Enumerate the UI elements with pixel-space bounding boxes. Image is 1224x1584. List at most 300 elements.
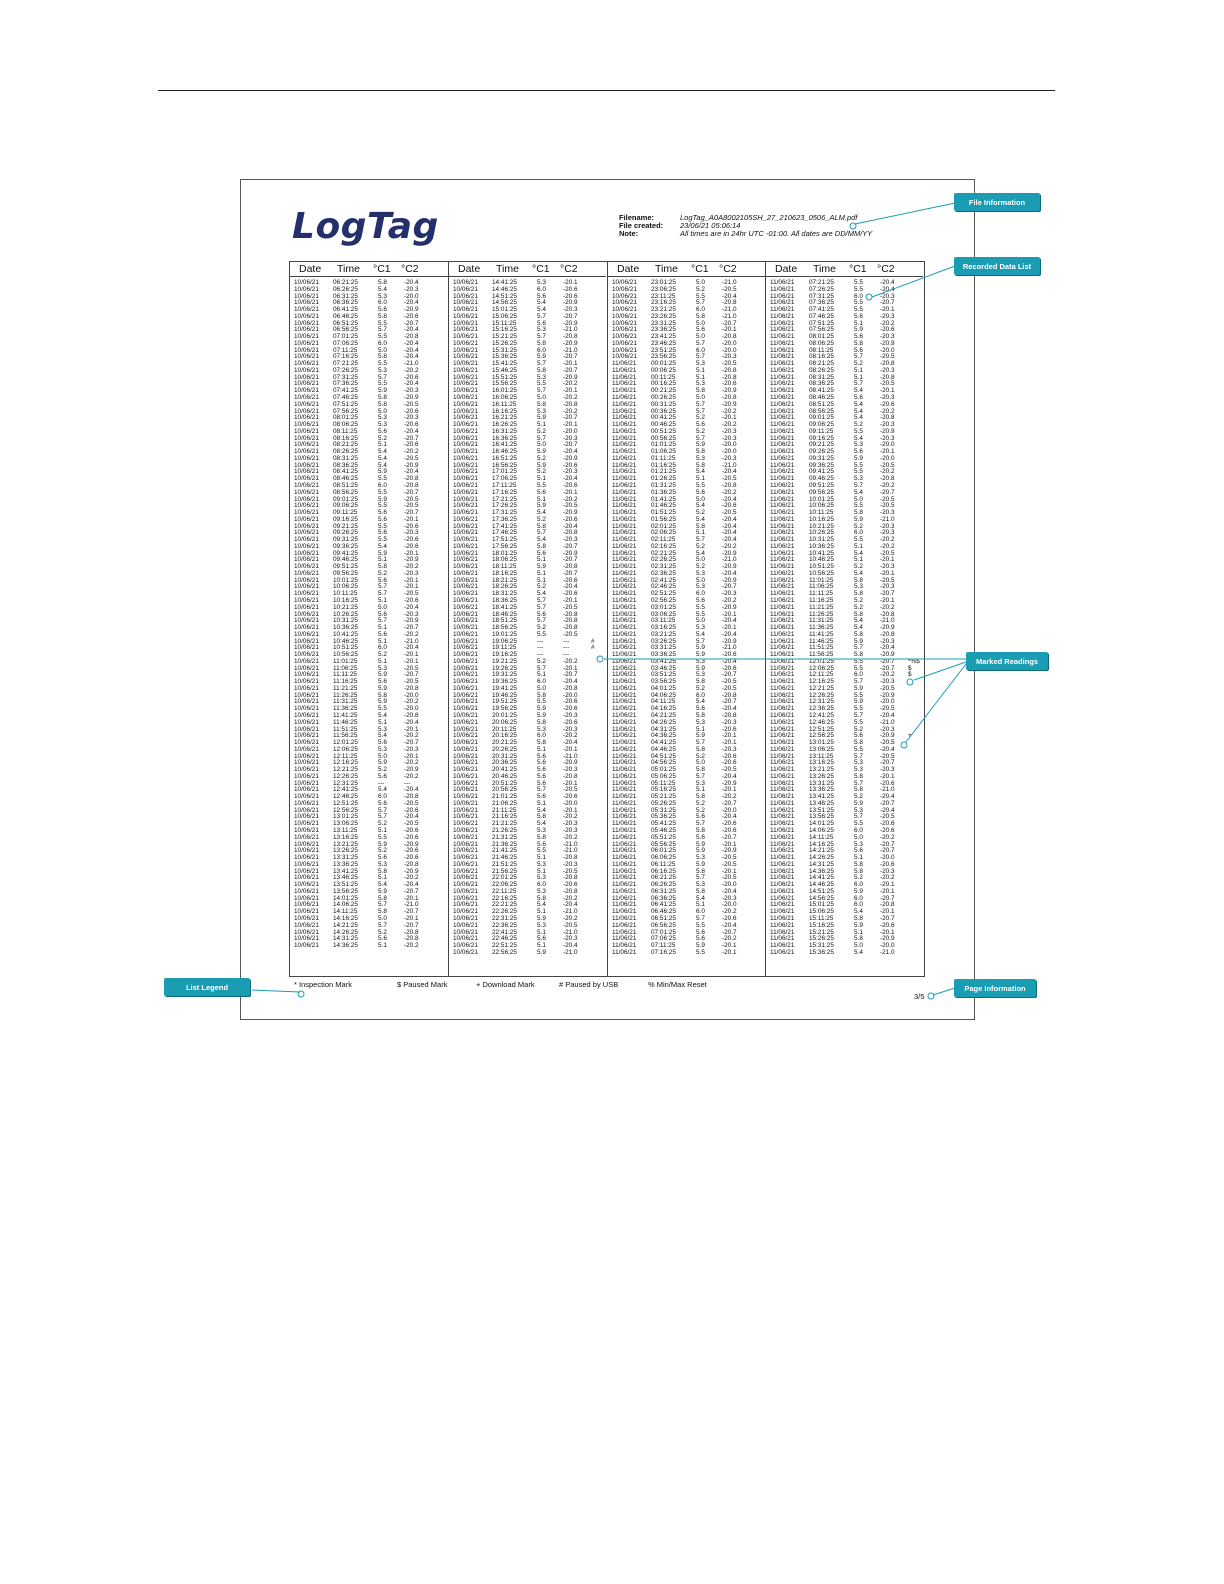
- cell-time: 00:41:25: [651, 414, 676, 422]
- cell-temp-c2: -20.0: [880, 854, 895, 862]
- cell-temp-c1: 5.5: [854, 536, 863, 544]
- cell-date: 11/06/21: [612, 407, 637, 415]
- cell-date: 10/06/21: [294, 887, 319, 895]
- cell-temp-c2: -21.0: [722, 644, 737, 652]
- cell-temp-c2: -21.0: [722, 556, 737, 564]
- cell-temp-c2: -20.2: [880, 603, 895, 611]
- cell-temp-c1: 5.9: [696, 651, 705, 659]
- cell-temp-c2: -20.6: [722, 725, 737, 733]
- cell-temp-c1: 5.7: [378, 583, 387, 591]
- cell-temp-c2: -20.6: [404, 536, 419, 544]
- header-c2: °C2: [401, 263, 419, 275]
- cell-temp-c1: 5.9: [854, 799, 863, 807]
- cell-date: 11/06/21: [612, 509, 637, 517]
- cell-temp-c2: -20.6: [563, 698, 578, 706]
- cell-temp-c2: -20.9: [404, 394, 419, 402]
- cell-temp-c1: 5.9: [537, 712, 546, 719]
- cell-temp-c1: 5.4: [537, 306, 546, 314]
- cell-temp-c2: -20.4: [722, 772, 737, 780]
- cell-time: 19:41:25: [492, 684, 517, 692]
- cell-date: 11/06/21: [770, 536, 795, 544]
- cell-temp-c2: -20.7: [722, 928, 737, 936]
- cell-time: 08:06:25: [809, 339, 834, 347]
- cell-time: 11:51:25: [333, 725, 358, 733]
- cell-temp-c2: -20.7: [404, 887, 419, 895]
- cell-temp-c2: -20.4: [722, 630, 737, 638]
- cell-time: 09:56:25: [333, 569, 358, 577]
- cell-date: 10/06/21: [294, 820, 319, 828]
- cell-time: 11:31:25: [809, 617, 834, 625]
- cell-time: 23:01:25: [651, 279, 676, 286]
- cell-temp-c1: 5.6: [537, 840, 546, 848]
- cell-time: 21:16:25: [492, 813, 517, 821]
- cell-temp-c2: -20.6: [563, 590, 578, 598]
- cell-temp-c2: -20.5: [880, 502, 895, 510]
- cell-temp-c2: -20.9: [722, 549, 737, 557]
- cell-temp-c1: 6.0: [696, 346, 705, 354]
- cell-time: 07:51:25: [333, 400, 358, 408]
- cell-time: 06:51:25: [651, 914, 676, 922]
- note-label: Note:: [619, 229, 639, 239]
- cell-time: 07:26:25: [333, 366, 358, 374]
- cell-temp-c1: 5.4: [854, 617, 863, 625]
- cell-date: 11/06/21: [612, 380, 637, 388]
- cell-temp-c1: 5.6: [696, 813, 705, 821]
- cell-time: 09:16:25: [809, 434, 834, 442]
- cell-date: 10/06/21: [453, 481, 478, 489]
- cell-temp-c1: 5.3: [537, 860, 546, 868]
- cell-date: 10/06/21: [294, 509, 319, 517]
- cell-time: 02:46:25: [651, 583, 676, 591]
- cell-date: 10/06/21: [612, 353, 637, 361]
- cell-temp-c1: 5.2: [537, 624, 546, 632]
- cell-date: 10/06/21: [453, 942, 478, 950]
- cell-temp-c1: 5.6: [537, 752, 546, 760]
- cell-time: 14:21:25: [333, 921, 358, 929]
- cell-temp-c1: 6.0: [854, 827, 863, 835]
- cell-date: 10/06/21: [294, 339, 319, 347]
- cell-date: 11/06/21: [612, 495, 637, 503]
- cell-temp-c2: -20.9: [722, 563, 737, 571]
- cell-temp-c2: -20.0: [404, 292, 419, 300]
- cell-temp-c1: 6.0: [854, 881, 863, 889]
- cell-date: 10/06/21: [294, 529, 319, 537]
- cell-time: 19:16:25: [492, 651, 517, 659]
- cell-date: 10/06/21: [453, 745, 478, 753]
- cell-date: 10/06/21: [453, 394, 478, 402]
- cell-temp-c2: -20.3: [404, 285, 419, 293]
- cell-time: 08:36:25: [333, 461, 358, 469]
- cell-date: 11/06/21: [612, 583, 637, 591]
- cell-temp-c2: -20.3: [880, 333, 895, 341]
- cell-date: 11/06/21: [770, 833, 795, 841]
- cell-time: 00:16:25: [651, 380, 676, 388]
- cell-date: 10/06/21: [453, 441, 478, 449]
- cell-temp-c2: -20.9: [880, 427, 895, 435]
- cell-temp-c2: -20.1: [404, 651, 419, 659]
- data-rows: [766, 277, 923, 957]
- cell-temp-c1: 5.9: [537, 563, 546, 571]
- cell-temp-c2: -20.7: [404, 671, 419, 679]
- cell-time: 06:41:25: [651, 901, 676, 909]
- cell-temp-c2: -20.4: [722, 529, 737, 537]
- cell-date: 10/06/21: [294, 847, 319, 855]
- cell-date: 10/06/21: [453, 664, 478, 672]
- cell-temp-c2: -20.7: [404, 509, 419, 517]
- cell-temp-c1: 5.2: [696, 285, 705, 293]
- cell-date: 11/06/21: [770, 299, 795, 307]
- cell-date: 10/06/21: [453, 793, 478, 801]
- cell-time: 02:01:25: [651, 522, 676, 530]
- callout-page-information: Page Information: [954, 979, 1036, 997]
- cell-time: 10:41:25: [809, 549, 834, 557]
- cell-date: 11/06/21: [612, 820, 637, 828]
- cell-temp-c1: 5.7: [537, 786, 546, 794]
- data-rows: [608, 277, 765, 957]
- cell-time: 09:31:25: [809, 454, 834, 462]
- cell-temp-c2: -20.7: [404, 624, 419, 632]
- cell-temp-c1: 5.0: [696, 576, 705, 584]
- cell-date: 10/06/21: [294, 914, 319, 922]
- cell-date: 11/06/21: [612, 448, 637, 456]
- cell-temp-c1: 5.2: [854, 603, 863, 611]
- cell-temp-c2: -20.8: [880, 901, 895, 909]
- cell-date: 11/06/21: [612, 948, 637, 956]
- cell-temp-c2: -20.2: [404, 732, 419, 740]
- cell-date: 10/06/21: [294, 421, 319, 429]
- cell-temp-c1: 5.9: [537, 948, 546, 956]
- cell-temp-c1: 5.8: [854, 914, 863, 922]
- cell-temp-c1: 5.2: [696, 509, 705, 517]
- cell-date: 10/06/21: [294, 576, 319, 584]
- cell-date: 10/06/21: [612, 326, 637, 334]
- cell-temp-c1: 5.1: [537, 854, 546, 862]
- cell-date: 10/06/21: [453, 786, 478, 794]
- cell-temp-c1: 5.8: [696, 522, 705, 530]
- cell-date: 10/06/21: [294, 279, 319, 286]
- cell-time: 00:36:25: [651, 407, 676, 415]
- cell-temp-c2: -20.6: [404, 827, 419, 835]
- cell-temp-c2: -20.7: [880, 759, 895, 767]
- cell-date: 10/06/21: [294, 360, 319, 368]
- cell-temp-c2: -20.5: [722, 475, 737, 483]
- cell-time: 12:51:25: [333, 799, 358, 807]
- cell-date: 10/06/21: [453, 285, 478, 293]
- cell-date: 11/06/21: [770, 948, 795, 956]
- cell-time: 05:06:25: [651, 772, 676, 780]
- cell-time: 18:16:25: [492, 569, 517, 577]
- cell-temp-c1: 5.8: [378, 394, 387, 402]
- cell-temp-c2: -20.9: [880, 651, 895, 659]
- cell-temp-c1: 5.0: [378, 346, 387, 354]
- cell-time: 23:11:25: [651, 292, 676, 300]
- cell-temp-c1: 5.8: [537, 366, 546, 374]
- cell-temp-c2: ---: [404, 779, 411, 787]
- cell-temp-c1: 5.8: [696, 887, 705, 895]
- cell-date: 11/06/21: [770, 610, 795, 618]
- cell-temp-c1: 5.6: [696, 421, 705, 429]
- cell-temp-c1: 5.6: [696, 488, 705, 496]
- cell-date: 10/06/21: [453, 948, 478, 956]
- cell-time: 10:31:25: [333, 617, 358, 625]
- cell-temp-c2: -20.3: [563, 725, 578, 733]
- cell-temp-c1: 5.7: [378, 901, 387, 909]
- cell-temp-c2: -20.3: [880, 421, 895, 429]
- cell-date: 11/06/21: [612, 840, 637, 848]
- cell-date: 10/06/21: [294, 928, 319, 936]
- cell-temp-c2: -20.4: [404, 353, 419, 361]
- cell-temp-c1: 5.6: [854, 448, 863, 456]
- cell-time: 23:41:25: [651, 333, 676, 341]
- cell-temp-c1: 5.9: [378, 387, 387, 395]
- cell-temp-c1: 5.8: [854, 610, 863, 618]
- cell-date: 11/06/21: [770, 712, 795, 719]
- cell-date: 10/06/21: [453, 542, 478, 550]
- cell-time: 06:11:25: [651, 860, 676, 868]
- cell-temp-c2: -20.9: [404, 617, 419, 625]
- cell-date: 10/06/21: [453, 881, 478, 889]
- cell-date: 11/06/21: [770, 448, 795, 456]
- cell-temp-c1: 5.2: [854, 596, 863, 604]
- cell-time: 13:46:25: [333, 874, 358, 882]
- cell-temp-c2: -20.1: [880, 556, 895, 564]
- cell-temp-c1: 5.9: [378, 759, 387, 767]
- cell-date: 10/06/21: [294, 312, 319, 320]
- cell-time: 07:31:25: [809, 292, 834, 300]
- cell-temp-c1: 5.7: [537, 617, 546, 625]
- cell-date: 11/06/21: [770, 813, 795, 821]
- cell-time: 08:16:25: [809, 353, 834, 361]
- cell-time: 10:51:25: [333, 644, 358, 652]
- cell-temp-c2: -20.6: [404, 522, 419, 530]
- cell-temp-c2: -20.1: [404, 752, 419, 760]
- cell-temp-c1: 5.1: [537, 671, 546, 679]
- cell-temp-c2: -20.7: [880, 657, 895, 665]
- cell-time: 21:41:25: [492, 847, 517, 855]
- cell-temp-c1: 5.7: [854, 779, 863, 787]
- cell-temp-c2: -20.3: [563, 935, 578, 943]
- cell-time: 07:56:25: [333, 407, 358, 415]
- cell-temp-c1: 5.4: [854, 569, 863, 577]
- cell-temp-c2: -20.7: [880, 299, 895, 307]
- cell-time: 17:31:25: [492, 509, 517, 517]
- cell-date: 11/06/21: [612, 684, 637, 692]
- cell-temp-c2: -20.4: [563, 448, 578, 456]
- cell-temp-c2: -20.2: [404, 630, 419, 638]
- cell-date: 10/06/21: [294, 380, 319, 388]
- cell-temp-c1: 5.0: [696, 394, 705, 402]
- cell-time: 12:36:25: [809, 705, 834, 713]
- cell-temp-c2: -20.7: [563, 353, 578, 361]
- cell-time: 16:41:25: [492, 441, 517, 449]
- cell-date: 11/06/21: [612, 833, 637, 841]
- cell-temp-c1: 5.0: [696, 759, 705, 767]
- cell-temp-c2: -20.4: [722, 921, 737, 929]
- cell-date: 11/06/21: [612, 813, 637, 821]
- cell-temp-c1: 5.8: [537, 339, 546, 347]
- cell-temp-c2: -20.5: [563, 786, 578, 794]
- cell-time: 19:06:25: [492, 637, 517, 645]
- cell-time: 10:21:25: [333, 603, 358, 611]
- cell-time: 09:21:25: [333, 522, 358, 530]
- cell-temp-c2: -20.6: [722, 651, 737, 659]
- cell-time: 07:36:25: [333, 380, 358, 388]
- cell-temp-c1: 5.7: [696, 299, 705, 307]
- cell-temp-c1: 5.3: [696, 454, 705, 462]
- cell-temp-c2: -20.9: [722, 400, 737, 408]
- cell-date: 10/06/21: [612, 319, 637, 327]
- cell-temp-c1: 5.4: [378, 732, 387, 740]
- cell-time: 09:46:25: [333, 556, 358, 564]
- cell-time: 04:11:25: [651, 698, 676, 706]
- cell-time: 04:01:25: [651, 684, 676, 692]
- cell-date: 11/06/21: [612, 522, 637, 530]
- cell-time: 13:26:25: [333, 847, 358, 855]
- cell-temp-c1: 5.1: [537, 867, 546, 875]
- cell-temp-c2: -20.6: [404, 407, 419, 415]
- cell-temp-c2: -20.3: [880, 583, 895, 591]
- cell-date: 10/06/21: [294, 590, 319, 598]
- cell-date: 11/06/21: [770, 360, 795, 368]
- cell-temp-c2: -20.5: [880, 380, 895, 388]
- cell-date: 11/06/21: [612, 630, 637, 638]
- cell-temp-c2: -20.7: [404, 488, 419, 496]
- cell-time: 23:21:25: [651, 306, 676, 314]
- cell-date: 11/06/21: [770, 759, 795, 767]
- cell-time: 13:41:25: [333, 867, 358, 875]
- cell-date: 11/06/21: [770, 326, 795, 334]
- cell-temp-c1: 5.4: [537, 901, 546, 909]
- cell-temp-c2: -20.6: [722, 759, 737, 767]
- cell-date: 10/06/21: [294, 806, 319, 814]
- cell-temp-c1: 5.7: [854, 644, 863, 652]
- cell-date: 11/06/21: [612, 637, 637, 645]
- cell-temp-c2: -20.8: [880, 610, 895, 618]
- cell-time: 00:51:25: [651, 427, 676, 435]
- cell-temp-c2: -20.7: [722, 583, 737, 591]
- cell-temp-c1: 5.9: [696, 942, 705, 950]
- cell-time: 23:46:25: [651, 339, 676, 347]
- cell-date: 10/06/21: [294, 732, 319, 740]
- cell-time: 10:41:25: [333, 630, 358, 638]
- cell-temp-c2: -20.2: [404, 698, 419, 706]
- cell-temp-c1: 5.8: [854, 651, 863, 659]
- cell-temp-c1: 5.3: [378, 414, 387, 422]
- cell-temp-c2: -21.0: [880, 718, 895, 726]
- cell-date: 11/06/21: [612, 718, 637, 726]
- cell-temp-c2: -20.1: [563, 421, 578, 429]
- cell-temp-c1: 5.7: [854, 752, 863, 760]
- cell-temp-c1: 5.7: [696, 739, 705, 747]
- cell-temp-c2: -20.8: [563, 772, 578, 780]
- cell-date: 10/06/21: [294, 772, 319, 780]
- cell-temp-c2: -20.0: [880, 346, 895, 354]
- cell-temp-c2: -21.0: [404, 360, 419, 368]
- cell-temp-c2: -20.1: [563, 387, 578, 395]
- cell-date: 11/06/21: [612, 596, 637, 604]
- cell-temp-c1: 5.7: [696, 874, 705, 882]
- cell-temp-c1: 5.6: [378, 678, 387, 686]
- cell-temp-c2: -20.7: [722, 799, 737, 807]
- cell-time: 03:01:25: [651, 603, 676, 611]
- cell-time: 12:11:25: [809, 671, 834, 679]
- cell-temp-c1: 5.8: [696, 827, 705, 835]
- data-rows: [449, 277, 606, 957]
- cell-temp-c1: 5.8: [854, 339, 863, 347]
- cell-temp-c1: 5.7: [537, 312, 546, 320]
- cell-temp-c2: -21.0: [722, 306, 737, 314]
- cell-temp-c2: -20.1: [880, 928, 895, 936]
- cell-time: 09:26:25: [333, 529, 358, 537]
- header-c2: °C2: [719, 263, 737, 275]
- cell-temp-c1: 5.6: [854, 732, 863, 740]
- cell-date: 11/06/21: [612, 786, 637, 794]
- cell-temp-c1: 5.4: [537, 509, 546, 517]
- cell-date: 11/06/21: [612, 360, 637, 368]
- cell-temp-c2: -20.9: [722, 637, 737, 645]
- cell-temp-c1: 5.3: [854, 475, 863, 483]
- cell-time: 14:06:25: [333, 901, 358, 909]
- cell-temp-c1: 5.1: [854, 542, 863, 550]
- cell-date: 10/06/21: [294, 400, 319, 408]
- cell-date: 10/06/21: [294, 495, 319, 503]
- cell-time: 21:51:25: [492, 860, 517, 868]
- cell-time: 01:31:25: [651, 481, 676, 489]
- cell-temp-c1: 5.8: [537, 833, 546, 841]
- cell-time: 13:01:25: [809, 739, 834, 747]
- cell-temp-c1: 5.5: [854, 461, 863, 469]
- cell-temp-c1: 5.6: [537, 549, 546, 557]
- cell-time: 05:01:25: [651, 766, 676, 774]
- data-rows: [290, 277, 448, 950]
- cell-temp-c1: 5.8: [378, 353, 387, 361]
- cell-time: 14:01:25: [809, 820, 834, 828]
- cell-temp-c2: -20.1: [722, 867, 737, 875]
- cell-time: 13:21:25: [333, 840, 358, 848]
- cell-time: 12:46:25: [333, 793, 358, 801]
- cell-temp-c1: 5.5: [537, 698, 546, 706]
- cell-time: 03:11:25: [651, 617, 676, 625]
- cell-temp-c2: -20.9: [404, 556, 419, 564]
- cell-date: 10/06/21: [453, 312, 478, 320]
- cell-date: 11/06/21: [770, 454, 795, 462]
- cell-temp-c1: 5.7: [854, 481, 863, 489]
- cell-temp-c1: 5.2: [537, 515, 546, 523]
- cell-temp-c1: 5.6: [854, 346, 863, 354]
- cell-temp-c1: 5.6: [854, 847, 863, 855]
- cell-time: 21:26:25: [492, 827, 517, 835]
- cell-date: 10/06/21: [453, 678, 478, 686]
- cell-temp-c1: 5.1: [537, 942, 546, 950]
- cell-date: 11/06/21: [770, 718, 795, 726]
- cell-date: 10/06/21: [294, 617, 319, 625]
- cell-temp-c2: -20.3: [880, 509, 895, 517]
- cell-date: 11/06/21: [770, 657, 795, 665]
- cell-date: 11/06/21: [770, 671, 795, 679]
- cell-temp-c2: -20.2: [563, 495, 578, 503]
- cell-date: 10/06/21: [294, 285, 319, 293]
- cell-temp-c2: -20.8: [563, 887, 578, 895]
- cell-time: 04:31:25: [651, 725, 676, 733]
- cell-temp-c2: -20.1: [404, 549, 419, 557]
- cell-temp-c2: -20.0: [722, 346, 737, 354]
- cell-date: 11/06/21: [770, 590, 795, 598]
- cell-temp-c2: -21.0: [722, 461, 737, 469]
- cell-date: 11/06/21: [770, 745, 795, 753]
- cell-time: 12:01:25: [333, 739, 358, 747]
- cell-time: 02:41:25: [651, 576, 676, 584]
- cell-time: 20:16:25: [492, 732, 517, 740]
